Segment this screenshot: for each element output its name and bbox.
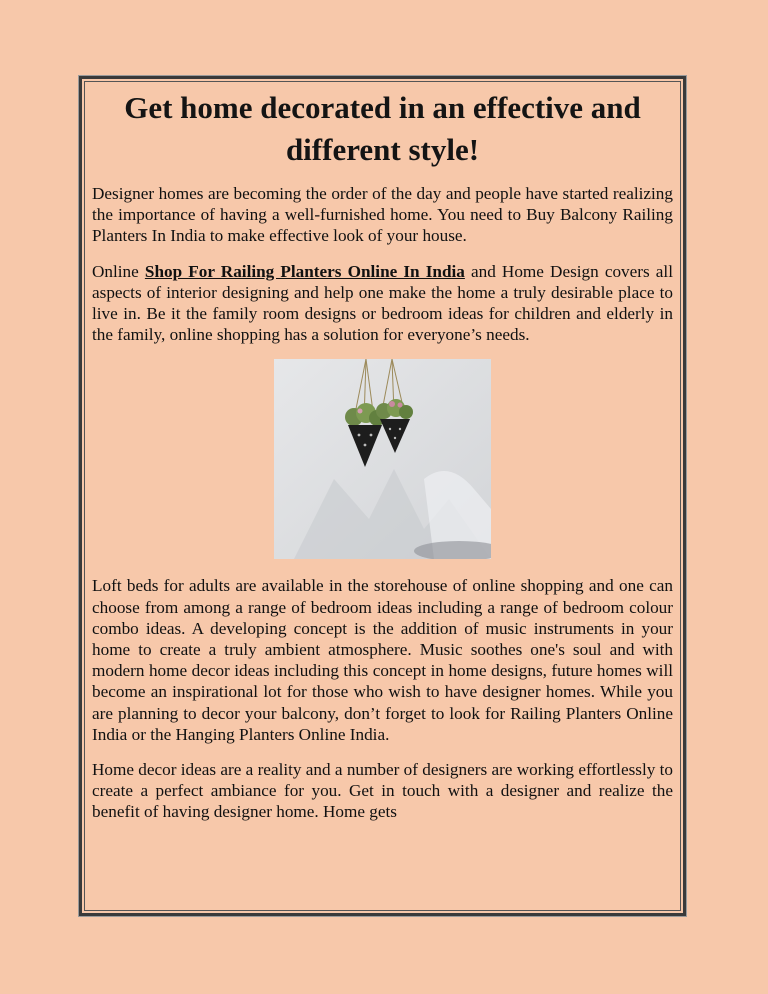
photo-container: [92, 359, 673, 559]
hanging-planters-photo: [274, 359, 491, 559]
home-decor-paragraph: Home decor ideas are a reality and a number of designers are working effortlessly to create a perfect ambiance for you. Get in touch with a designer and realize the benefit of having designer home. Home gets: [92, 760, 673, 822]
intro-paragraph: Designer homes are becoming the order of the day and people have started realizing the importance of having a well-furnished home. You need to Buy Balcony Railing Planters In India to make effective look of your house.: [92, 184, 673, 246]
loft-beds-paragraph: Loft beds for adults are available in the storehouse of online shopping and one can choose from among a range of bedroom ideas including a range of bedroom colour combo ideas. A developing concept is the addition of music instruments in your home to create a truly ambient atmosphere. Music soothes one's soul and with modern home decor ideas including this concept in home designs, future homes will become an inspirational lot for those who wish to have designer homes. While you are planning to decor your balcony, don’t forget to look for Railing Planters Online India or the Hanging Planters Online India.: [92, 576, 673, 744]
shop-paragraph-lead: Online: [92, 261, 145, 281]
article-title: Get home decorated in an effective and different style!: [124, 90, 641, 167]
railing-planters-link[interactable]: Shop For Railing Planters Online In India: [144, 261, 465, 281]
shop-paragraph: [92, 261, 673, 346]
shop-paragraph-rest: and Home Design covers all aspects of interior designing and help one make the home a truly desirable place to live in. Be it the family room designs or bedroom ideas for children and elderly in the family, online shopping has a solution for everyone’s needs.: [92, 261, 673, 345]
page-border-frame: [79, 76, 686, 916]
article-body: [92, 87, 673, 837]
